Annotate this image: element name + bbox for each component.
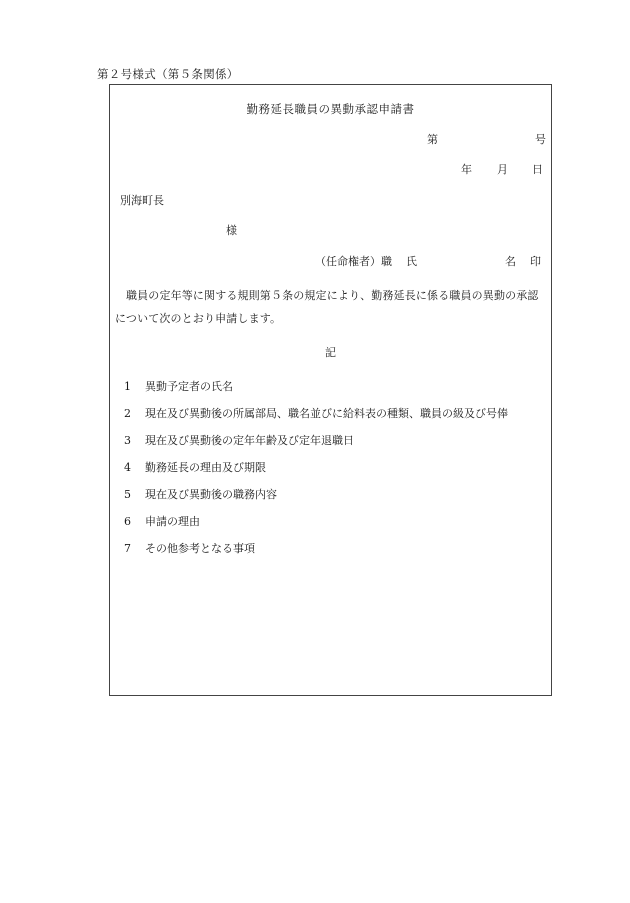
list-item xyxy=(124,513,508,540)
name-label-first: 氏 xyxy=(406,255,417,268)
list-item xyxy=(124,459,508,486)
item-number: 3 xyxy=(124,434,131,447)
doc-number-prefix: 第 xyxy=(427,133,438,146)
addressee: 別海町長 xyxy=(120,194,164,207)
item-number: 5 xyxy=(124,488,131,501)
list-item xyxy=(124,432,508,459)
item-list xyxy=(124,378,508,567)
form-label: 第２号様式（第５条関係） xyxy=(97,67,239,81)
seal-mark: 印 xyxy=(530,255,541,268)
list-item xyxy=(124,378,508,405)
item-text: 現在及び異動後の所属部局、職名並びに給料表の種類、職員の級及び号俸 xyxy=(145,407,508,420)
doc-number-suffix: 号 xyxy=(535,133,546,146)
ki-heading: 記 xyxy=(325,346,336,359)
application-form-frame xyxy=(109,84,552,696)
list-item xyxy=(124,405,508,432)
item-text: 申請の理由 xyxy=(145,515,200,528)
date-year-label: 年 xyxy=(461,163,472,176)
list-item xyxy=(124,540,508,567)
document-title: 勤務延長職員の異動承認申請書 xyxy=(246,102,415,116)
application-statement: 職員の定年等に関する規則第５条の規定により、勤務延長に係る職員の異動の承認について次のとおり申請します。 xyxy=(115,289,539,325)
item-number: 1 xyxy=(124,380,131,393)
item-number: 4 xyxy=(124,461,131,474)
honorific: 様 xyxy=(226,224,237,237)
date-day-label: 日 xyxy=(532,163,543,176)
item-text: 勤務延長の理由及び期限 xyxy=(145,461,266,474)
item-text: 現在及び異動後の職務内容 xyxy=(145,488,277,501)
appointer-title-label: （任命権者）職 xyxy=(315,255,392,268)
item-text: その他参考となる事項 xyxy=(145,542,255,555)
item-text: 異動予定者の氏名 xyxy=(145,380,233,393)
name-label-second: 名 xyxy=(505,255,516,268)
item-number: 2 xyxy=(124,407,131,420)
item-text: 現在及び異動後の定年年齢及び定年退職日 xyxy=(145,434,354,447)
item-number: 7 xyxy=(124,542,131,555)
date-month-label: 月 xyxy=(497,163,508,176)
list-item xyxy=(124,486,508,513)
item-number: 6 xyxy=(124,515,131,528)
